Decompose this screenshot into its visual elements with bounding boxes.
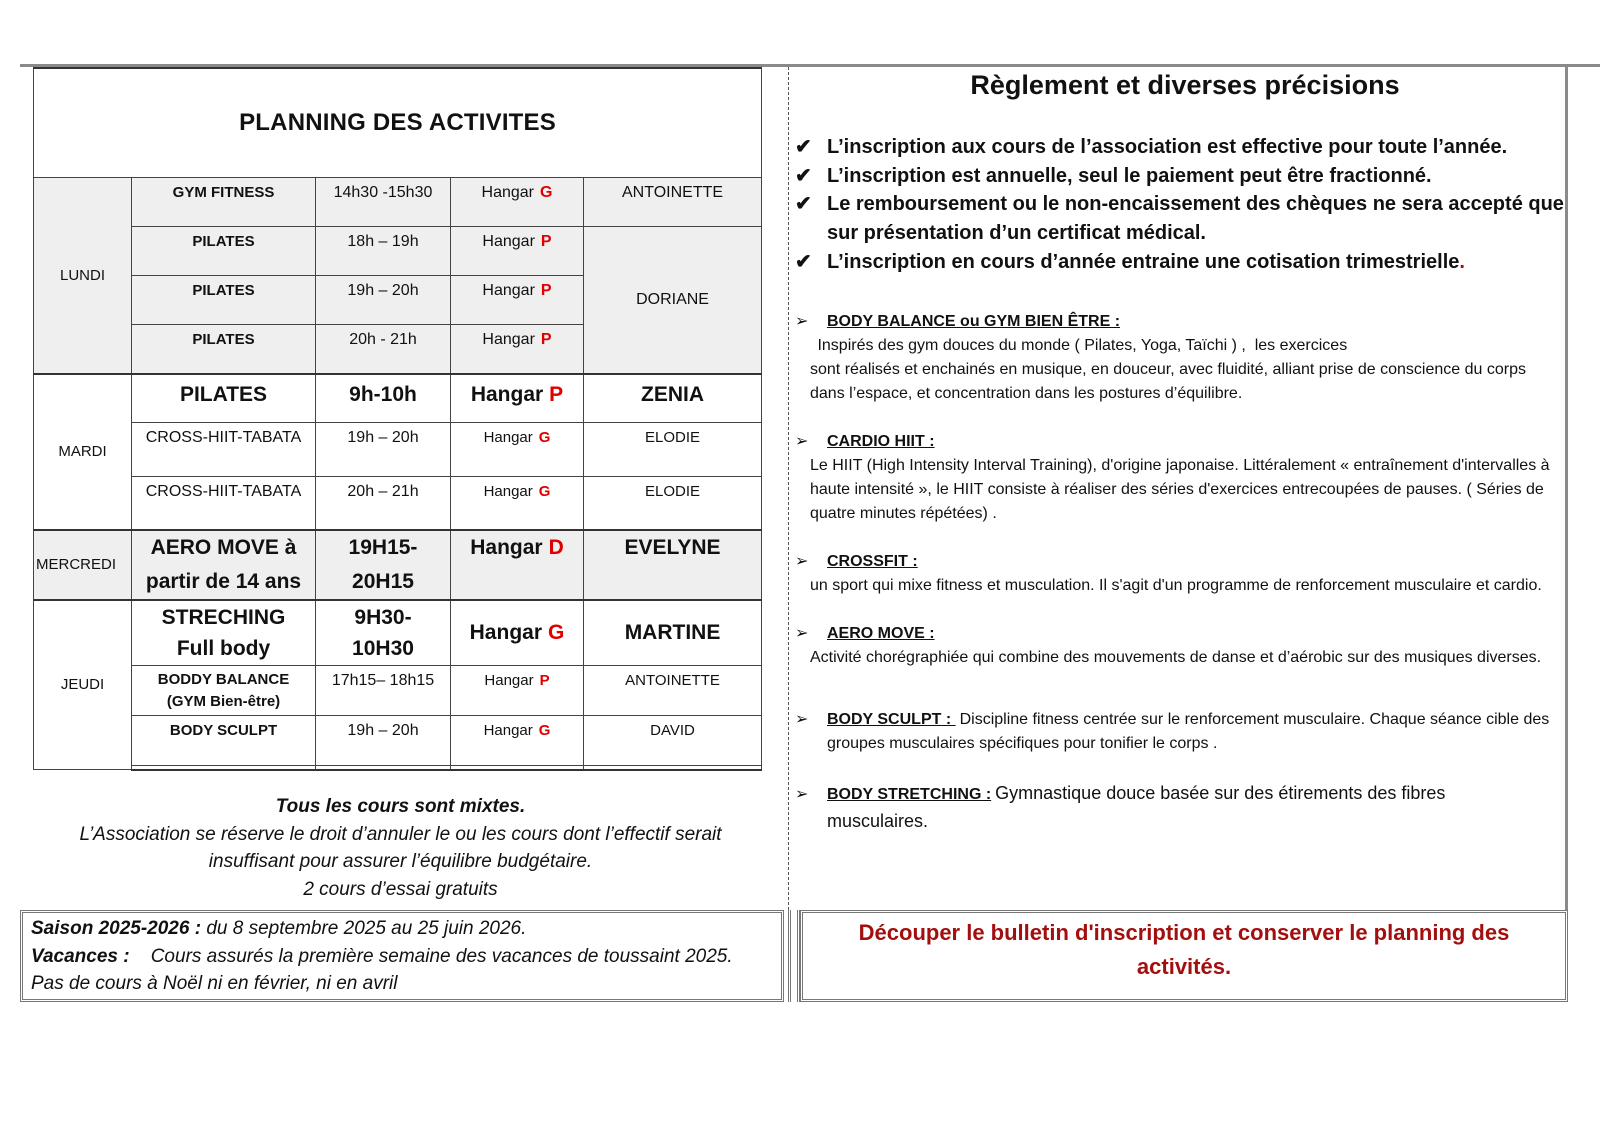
list-item: ✔ L’inscription est annuelle, seul le paiement peut être fractionné. bbox=[795, 162, 1565, 191]
arrow-bullet-icon: ➢ bbox=[795, 433, 809, 450]
day-mercredi: MERCREDI bbox=[34, 530, 132, 600]
day-mardi: MARDI bbox=[34, 374, 132, 530]
hangar: Hangar P bbox=[451, 325, 584, 374]
arrow-bullet-icon: ➢ bbox=[795, 786, 809, 803]
time: 19h – 20h bbox=[316, 716, 451, 766]
def-body-sculpt: ➢ BODY SCULPT : Discipline fitness centrée sur le renforcement musculaire. Chaque séance cible des groupes musculaires spécifiques pour tonifier le corps . bbox=[795, 708, 1555, 756]
checkmark-icon: ✔ bbox=[795, 250, 812, 273]
activity: AERO MOVE à partir de 14 ans bbox=[132, 530, 316, 600]
checkmark-icon: ✔ bbox=[795, 193, 812, 216]
table-row bbox=[34, 227, 762, 276]
time: 20h - 21h bbox=[316, 325, 451, 374]
time: 20h – 21h bbox=[316, 477, 451, 530]
hangar-letter: P bbox=[549, 382, 564, 406]
activity: CROSS-HIIT-TABATA bbox=[132, 477, 316, 530]
activity: CROSS-HIIT-TABATA bbox=[132, 423, 316, 477]
schedule-notes bbox=[33, 793, 768, 903]
time: 18h – 19h bbox=[316, 227, 451, 276]
list-item: ✔ L’inscription en cours d’année entraine une cotisation trimestrielle. bbox=[795, 248, 1565, 277]
hangar: Hangar G bbox=[451, 178, 584, 227]
trial-note: 2 cours d’essai gratuits bbox=[303, 878, 498, 900]
season-dates: du 8 septembre 2025 au 25 juin 2026. bbox=[201, 918, 527, 939]
time: 19H15- 20H15 bbox=[316, 530, 451, 600]
hangar: Hangar P bbox=[451, 276, 584, 325]
time: 9h-10h bbox=[316, 374, 451, 423]
day-jeudi: JEUDI bbox=[34, 600, 132, 770]
hangar-letter: G bbox=[538, 483, 551, 500]
hangar-letter: P bbox=[540, 282, 552, 299]
hangar: Hangar D bbox=[451, 530, 584, 600]
arrow-bullet-icon: ➢ bbox=[795, 625, 809, 642]
coach: ANTOINETTE bbox=[584, 666, 762, 716]
hangar-letter: P bbox=[540, 331, 552, 348]
vacances-text: Cours assurés la première semaine des vacances de toussaint 2025. bbox=[129, 945, 733, 967]
red-period: . bbox=[1459, 250, 1465, 273]
hangar: Hangar P bbox=[451, 227, 584, 276]
activity-definitions bbox=[795, 310, 1555, 860]
table-row bbox=[34, 666, 762, 716]
coach: ELODIE bbox=[584, 423, 762, 477]
def-body-balance: ➢ BODY BALANCE ou GYM BIEN ÊTRE : Inspirés des gym douces du monde ( Pilates, Yoga, Taïchi ) , les exercices sont réalisés et enchainés en musique, en douceur, avec fluidité, alliant prise de conscience du corps dans l’espace, et concentration dans les postures d’équilibre. bbox=[795, 310, 1555, 406]
hangar-letter: D bbox=[548, 535, 564, 559]
time: 19h – 20h bbox=[316, 423, 451, 477]
hangar-letter: G bbox=[538, 722, 551, 739]
coach: ELODIE bbox=[584, 477, 762, 530]
coach: MARTINE bbox=[584, 600, 762, 666]
hangar: Hangar P bbox=[451, 374, 584, 423]
no-class-note: Pas de cours à Noël ni en février, ni en avril bbox=[31, 973, 398, 994]
time: 19h – 20h bbox=[316, 276, 451, 325]
coach: DORIANE bbox=[584, 227, 762, 374]
list-item: ✔ Le remboursement ou le non-encaissement des chèques ne sera accepté que sur présentation d’un certificat médical. bbox=[795, 190, 1565, 247]
hangar: Hangar G bbox=[451, 477, 584, 530]
hangar: Hangar G bbox=[451, 716, 584, 766]
activity: BODDY BALANCE (GYM Bien-être) bbox=[132, 666, 316, 716]
time: 14h30 -15h30 bbox=[316, 178, 451, 227]
checkmark-icon: ✔ bbox=[795, 164, 812, 187]
def-cardio-hiit: ➢ CARDIO HIIT : Le HIIT (High Intensity Interval Training), d'origine japonaise. Littéralement « entraînement d'intervalles à haute intensité », le HIIT consiste à réaliser des séries d'exercices entrecoupées de pauses. ( Séries de quatre minutes répétées) . bbox=[795, 430, 1555, 526]
coach: ANTOINETTE bbox=[584, 178, 762, 227]
hangar: Hangar P bbox=[451, 666, 584, 716]
table-row bbox=[34, 600, 762, 666]
hangar-letter: P bbox=[539, 672, 550, 689]
schedule-title: PLANNING DES ACTIVITES bbox=[34, 68, 762, 178]
def-crossfit: ➢ CROSSFIT : un sport qui mixe fitness et musculation. Il s'agit d'un programme de renforcement musculaire et cardio. bbox=[795, 550, 1555, 598]
cut-notice: Découper le bulletin d'inscription et conserver le planning des activités. bbox=[800, 910, 1568, 1002]
coach: DAVID bbox=[584, 716, 762, 766]
table-row bbox=[34, 530, 762, 600]
table-row bbox=[34, 374, 762, 423]
coach: EVELYNE bbox=[584, 530, 762, 600]
checkmark-icon: ✔ bbox=[795, 136, 812, 158]
day-lundi: LUNDI bbox=[34, 178, 132, 374]
activity: STRECHING Full body bbox=[132, 600, 316, 666]
vacances-label: Vacances : bbox=[31, 945, 130, 967]
coach: ZENIA bbox=[584, 374, 762, 423]
table-row bbox=[34, 716, 762, 766]
list-item: ✔ L’inscription aux cours de l’association est effective pour toute l’année. bbox=[795, 133, 1565, 162]
table-row bbox=[34, 178, 762, 227]
cancel-note-line1: L’Association se réserve le droit d’annuler le ou les cours dont l’effectif serait bbox=[79, 823, 722, 845]
table-row bbox=[34, 477, 762, 530]
hangar: Hangar G bbox=[451, 423, 584, 477]
def-aero-move: ➢ AERO MOVE : Activité chorégraphiée qui combine des mouvements de danse et d’aérobic sur des musiques diverses. bbox=[795, 622, 1555, 670]
season-label: Saison 2025-2026 : bbox=[31, 918, 202, 939]
time: 17h15– 18h15 bbox=[316, 666, 451, 716]
def-body-stretching: ➢ BODY STRETCHING : Gymnastique douce basée sur des étirements des fibres musculaires. bbox=[795, 783, 1446, 831]
arrow-bullet-icon: ➢ bbox=[795, 711, 809, 728]
rules-checklist bbox=[795, 133, 1565, 277]
divider-bars bbox=[788, 910, 800, 1002]
activity: GYM FITNESS bbox=[132, 178, 316, 227]
activity: PILATES bbox=[132, 276, 316, 325]
hangar-letter: G bbox=[540, 184, 553, 201]
arrow-bullet-icon: ➢ bbox=[795, 313, 809, 330]
arrow-bullet-icon: ➢ bbox=[795, 553, 809, 570]
hangar: Hangar G bbox=[451, 600, 584, 666]
hangar-letter: P bbox=[540, 233, 552, 250]
hangar-letter: G bbox=[548, 620, 565, 644]
season-box bbox=[20, 910, 784, 1002]
table-row bbox=[34, 423, 762, 477]
mixed-note: Tous les cours sont mixtes. bbox=[275, 796, 526, 817]
table-row-empty bbox=[34, 766, 762, 770]
activity: PILATES bbox=[132, 227, 316, 276]
hangar-letter: G bbox=[538, 429, 551, 446]
activity: PILATES bbox=[132, 374, 316, 423]
rules-title: Règlement et diverses précisions bbox=[970, 70, 1400, 100]
activity: PILATES bbox=[132, 325, 316, 374]
cut-line-dashed bbox=[788, 67, 789, 910]
cancel-note-line2: insuffisant pour assurer l’équilibre budgétaire. bbox=[208, 851, 593, 872]
activity: BODY SCULPT bbox=[132, 716, 316, 766]
time: 9H30- 10H30 bbox=[316, 600, 451, 666]
schedule-table bbox=[33, 67, 762, 771]
